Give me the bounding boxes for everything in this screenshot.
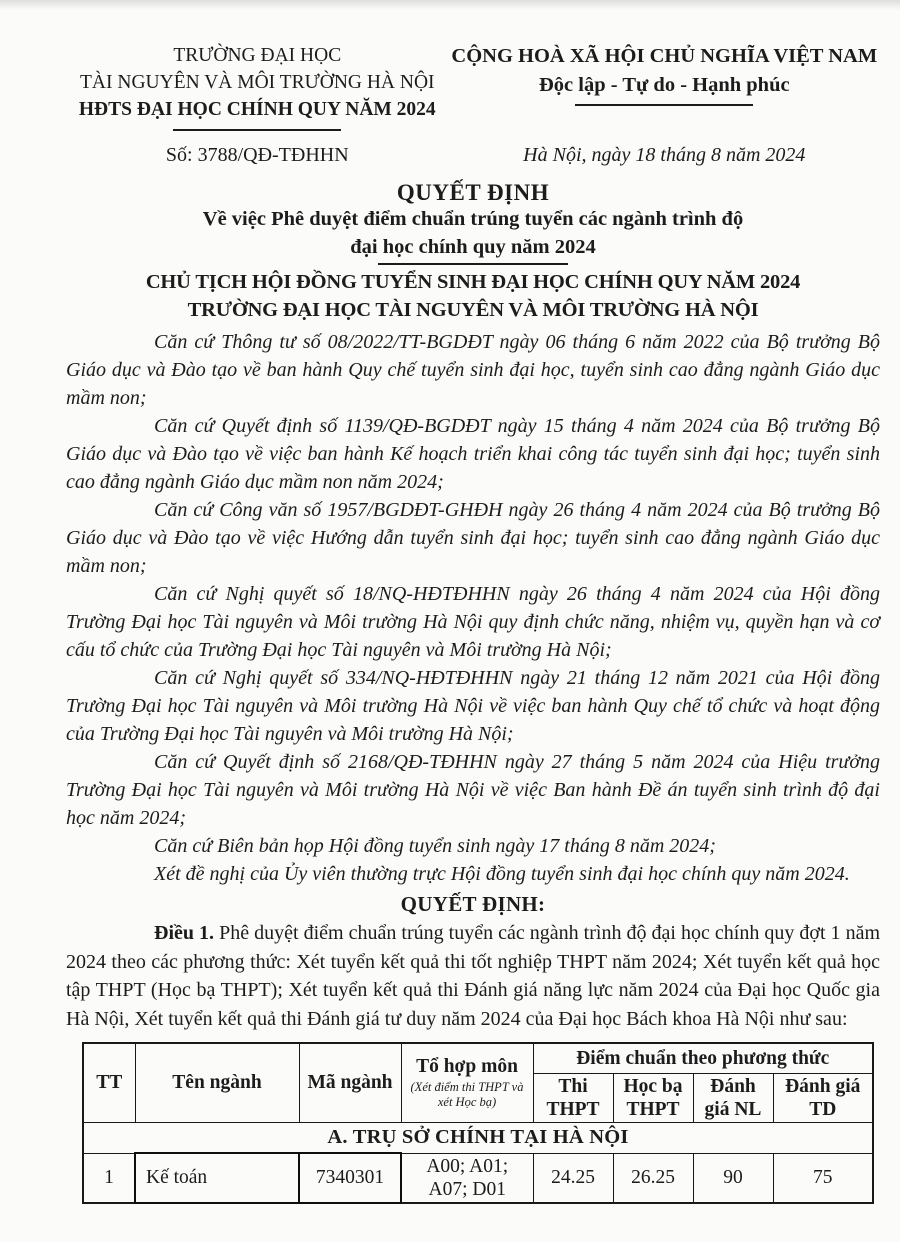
title-block bbox=[66, 179, 880, 324]
resolution-heading: QUYẾT ĐỊNH: bbox=[400, 892, 546, 916]
group-header-diem-chuan: Điểm chuẩn theo phương thức bbox=[533, 1043, 873, 1073]
col-header-ten-nganh: Tên ngành bbox=[135, 1043, 299, 1122]
preamble-paragraph-7: Căn cứ Biên bản họp Hội đồng tuyển sinh ngày 17 tháng 8 năm 2024; bbox=[154, 835, 716, 857]
cell-danh-gia-td: 75 bbox=[773, 1153, 873, 1203]
document-header bbox=[66, 42, 880, 131]
preamble-paragraph-3: Căn cứ Công văn số 1957/BGDĐT-GHĐH ngày 26 tháng 4 năm 2024 của Bộ trưởng Bộ Giáo dục và Đào tạo về việc Hướng dẫn tuyển sinh đại học; tuyển sinh cao đẳng ngành Giáo dục mầm non; bbox=[66, 499, 880, 577]
preamble-paragraph-1: Căn cứ Thông tư số 08/2022/TT-BGDĐT ngày 06 tháng 6 năm 2022 của Bộ trưởng Bộ Giáo dục và Đào tạo về ban hành Quy chế tuyển sinh đại học, tuyển sinh cao đẳng ngành Giáo dục mầm non; bbox=[66, 331, 880, 409]
admission-scores-table bbox=[82, 1042, 874, 1204]
national-name-line: CỘNG HOÀ XÃ HỘI CHỦ NGHĨA VIỆT NAM bbox=[451, 45, 878, 67]
decision-heading: QUYẾT ĐỊNH bbox=[396, 180, 550, 205]
doc-number: Số: 3788/QĐ-TĐHHN bbox=[165, 144, 349, 166]
place-date: Hà Nội, ngày 18 tháng 8 năm 2024 bbox=[523, 144, 806, 166]
issuer-line-1: TRƯỜNG ĐẠI HỌC bbox=[173, 45, 342, 66]
subject-underline bbox=[378, 263, 568, 265]
decision-subject-line-1: Về việc Phê duyệt điểm chuẩn trúng tuyển các ngành trình độ bbox=[202, 208, 744, 230]
article-1-label: Điều 1. bbox=[154, 922, 215, 944]
col-header-to-hop-note: (Xét điểm thi THPT và xét Học bạ) bbox=[410, 1080, 524, 1110]
cell-thi-thpt: 24.25 bbox=[533, 1153, 613, 1203]
preamble-paragraph-2: Căn cứ Quyết định số 1139/QĐ-BGDĐT ngày 15 tháng 4 năm 2024 của Bộ trưởng Bộ Giáo dục và Đào tạo về việc ban hành Kế hoạch triển khai công tác tuyển sinh đại học; tuyển sinh cao đẳng ngành Giáo dục mầm non năm 2024; bbox=[66, 415, 880, 493]
preamble-paragraph-6: Căn cứ Quyết định số 2168/QĐ-TĐHHN ngày 27 tháng 5 năm 2024 của Hiệu trưởng Trường Đại học Tài nguyên và Môi trường Hà Nội về việc Ban hành Đề án tuyển sinh trình độ đại học năm 2024; bbox=[66, 751, 880, 829]
cell-ma-nganh: 7340301 bbox=[299, 1153, 401, 1203]
cell-tt: 1 bbox=[83, 1153, 135, 1203]
preamble-paragraph-4: Căn cứ Nghị quyết số 18/NQ-HĐTĐHHN ngày 26 tháng 4 năm 2024 của Hội đồng Trường Đại học Tài nguyên và Môi trường Hà Nội quy định chức năng, nhiệm vụ, quyền hạn và cơ cấu tổ chức của Trường Đại học Tài nguyên và Môi trường Hà Nội; bbox=[66, 583, 880, 661]
cell-to-hop bbox=[401, 1153, 533, 1203]
issuer-line-2: TÀI NGUYÊN VÀ MÔI TRƯỜNG HÀ NỘI bbox=[80, 72, 435, 93]
col-header-danh-gia-td: Đánh giá TD bbox=[773, 1073, 873, 1122]
issuer-block bbox=[66, 42, 449, 131]
col-header-danh-gia-nl: Đánh giá NL bbox=[693, 1073, 773, 1122]
col-header-tt: TT bbox=[83, 1043, 135, 1122]
col-header-hoc-ba-thpt: Học bạ THPT bbox=[613, 1073, 693, 1122]
col-header-ma-nganh: Mã ngành bbox=[299, 1043, 401, 1122]
col-header-to-hop-title: Tổ hợp môn bbox=[416, 1056, 518, 1078]
preamble-paragraph-8: Xét đề nghị của Ủy viên thường trực Hội đồng tuyển sinh đại học chính quy năm 2024. bbox=[154, 863, 850, 885]
cell-to-hop-line-1: A00; A01; bbox=[426, 1155, 509, 1177]
article-1-paragraph bbox=[66, 919, 880, 1033]
number-date-row bbox=[66, 144, 880, 167]
article-1 bbox=[66, 919, 880, 1033]
issuer-line-3: HĐTS ĐẠI HỌC CHÍNH QUY NĂM 2024 bbox=[78, 99, 436, 120]
article-1-text: Phê duyệt điểm chuẩn trúng tuyển các ngành trình độ đại học chính quy đợt 1 năm 2024 theo các phương thức: Xét tuyển kết quả thi tốt nghiệp THPT năm 2024; Xét tuyển kết quả học tập THPT (Học bạ THPT); Xét tuyển kết quả thi Đánh giá năng lực năm 2024 của Đại học Quốc gia Hà Nội, Xét tuyển kết quả thi Đánh giá tư duy năm 2024 của Đại học Bách khoa Hà Nội như sau: bbox=[66, 922, 881, 1030]
motto-underline bbox=[575, 104, 753, 106]
col-header-to-hop bbox=[401, 1043, 533, 1122]
cell-hoc-ba-thpt: 26.25 bbox=[613, 1153, 693, 1203]
section-header-hanoi: A. TRỤ SỞ CHÍNH TẠI HÀ NỘI bbox=[83, 1122, 873, 1153]
cell-danh-gia-nl: 90 bbox=[693, 1153, 773, 1203]
preamble-paragraph-5: Căn cứ Nghị quyết số 334/NQ-HĐTĐHHN ngày 21 tháng 12 năm 2021 của Hội đồng Trường Đại học Tài nguyên và Môi trường Hà Nội về việc ban hành Quy chế tổ chức và hoạt động của Trường Đại học Tài nguyên và Môi trường Hà Nội; bbox=[66, 667, 880, 745]
authority-line-2: TRƯỜNG ĐẠI HỌC TÀI NGUYÊN VÀ MÔI TRƯỜNG HÀ NỘI bbox=[187, 298, 759, 321]
cell-ten-nganh: Kế toán bbox=[135, 1153, 299, 1203]
national-motto-block bbox=[449, 42, 880, 131]
col-header-thi-thpt: Thi THPT bbox=[533, 1073, 613, 1122]
preamble bbox=[66, 328, 880, 888]
table-row bbox=[83, 1153, 873, 1203]
motto-line: Độc lập - Tự do - Hạnh phúc bbox=[538, 74, 790, 96]
cell-to-hop-line-2: A07; D01 bbox=[428, 1178, 506, 1200]
authority-line-1: CHỦ TỊCH HỘI ĐỒNG TUYỂN SINH ĐẠI HỌC CHÍNH QUY NĂM 2024 bbox=[145, 271, 801, 293]
decision-subject-line-2: đại học chính quy năm 2024 bbox=[350, 235, 596, 258]
issuer-underline bbox=[173, 129, 341, 131]
